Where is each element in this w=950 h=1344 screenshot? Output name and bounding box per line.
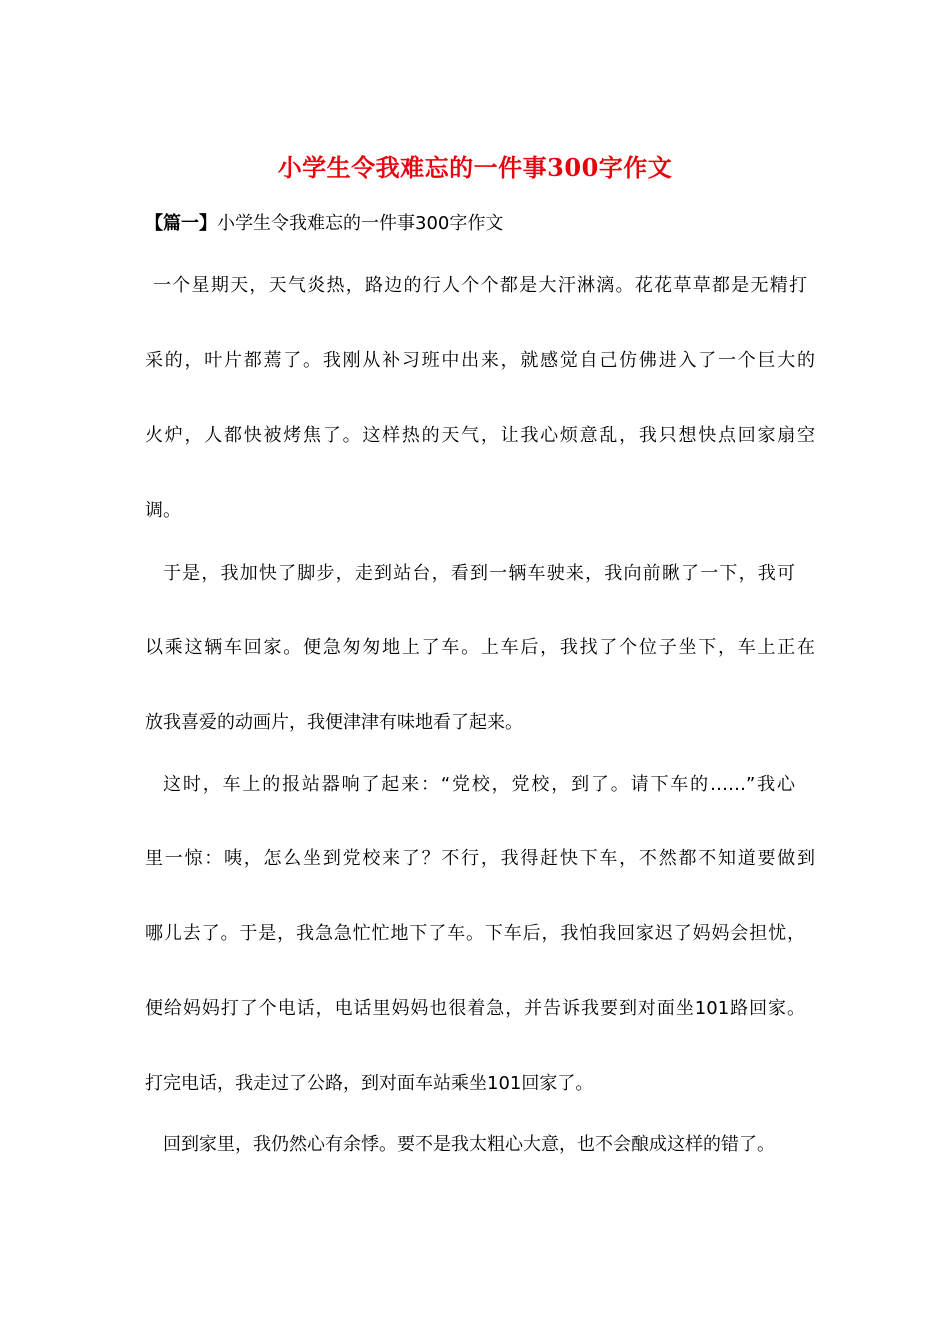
paragraph-line: 打完电话，我走过了公路，到对面车站乘坐101回家了。 (145, 1073, 594, 1094)
paragraph-line: 这时，车上的报站器响了起来：“党校，党校，到了。请下车的……”我心 (163, 774, 795, 795)
paragraph-line: 里一惊：咦，怎么坐到党校来了？不行，我得赶快下车，不然都不知道要做到 (145, 848, 815, 869)
document-title: 小学生令我难忘的一件事300字作文 (277, 153, 673, 182)
paragraph-line: 放我喜爱的动画片，我便津津有味地看了起来。 (145, 712, 523, 733)
paragraph-line: 回到家里，我仍然心有余悸。要不是我太粗心大意，也不会酿成这样的错了。 (163, 1134, 775, 1155)
section-marker: 【篇一】 (145, 213, 217, 234)
paragraph-line: 哪儿去了。于是，我急急忙忙地下了车。下车后，我怕我回家迟了妈妈会担忧， (145, 923, 805, 944)
paragraph-line: 便给妈妈打了个电话，电话里妈妈也很着急，并告诉我要到对面坐101路回家。 (145, 998, 805, 1019)
paragraph-line: 以乘这辆车回家。便急匆匆地上了车。上车后，我找了个位子坐下，车上正在 (145, 637, 815, 658)
section-heading (145, 210, 503, 238)
paragraph-line: 调。 (145, 500, 181, 521)
paragraph-line: 采的，叶片都蔫了。我刚从补习班中出来，就感觉自己仿佛进入了一个巨大的 (145, 350, 815, 371)
paragraph-line: 火炉，人都快被烤焦了。这样热的天气，让我心烦意乱，我只想快点回家扇空 (145, 425, 815, 446)
paragraph-line: 一个星期天，天气炎热，路边的行人个个都是大汗淋漓。花花草草都是无精打 (153, 275, 807, 296)
section-heading-text: 小学生令我难忘的一件事300字作文 (217, 213, 504, 234)
paragraph-line: 于是，我加快了脚步，走到站台，看到一辆车驶来，我向前瞅了一下，我可 (163, 563, 795, 584)
